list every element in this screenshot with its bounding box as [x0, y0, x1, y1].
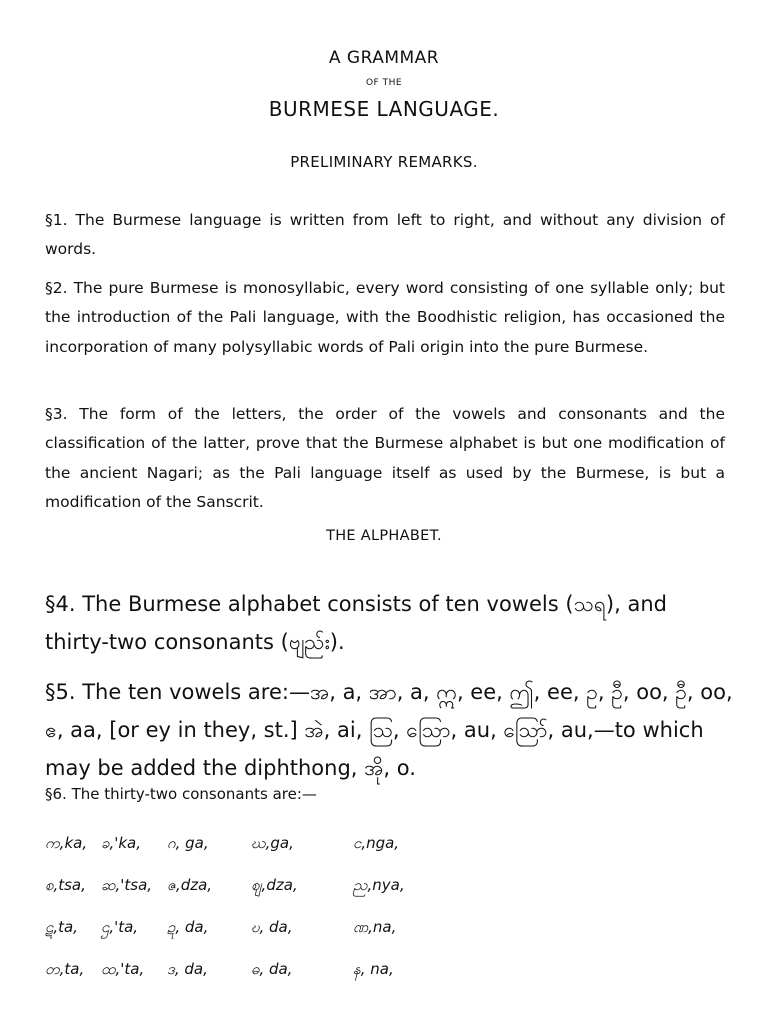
- title-line-2: OF THE: [365, 78, 403, 88]
- consonant-cell: ဋ,ta,: [45, 918, 78, 936]
- paragraph-6: §6. The thirty-two consonants are:—: [45, 785, 317, 803]
- consonant-cell: ထ,'ta,: [101, 960, 145, 978]
- consonant-cell: ဎ, da,: [251, 918, 293, 936]
- consonant-cell: ဆ,'tsa,: [101, 876, 153, 894]
- table-row: [45, 824, 443, 866]
- alphabet-heading: THE ALPHABET.: [326, 528, 442, 544]
- consonant-cell: ဓ, da,: [251, 960, 293, 978]
- consonant-cell: ဍ, da,: [167, 918, 209, 936]
- consonant-cell: ခ,'ka,: [101, 834, 141, 852]
- title-line-1: A GRAMMAR: [328, 48, 440, 68]
- consonant-cell: က,ka,: [45, 834, 88, 852]
- preliminary-heading: PRELIMINARY REMARKS.: [290, 153, 478, 171]
- consonant-cell: တ,ta,: [45, 960, 85, 978]
- paragraph-5: §5. The ten vowels are:—အ, a, အာ, a, ဣ, ee, ဤ, ee, ဥ, ဦ, oo, ဦ, oo, ဧ, aa, [or ey in they, st.] အဲ, ai, ဩ, ဩော, au, ဪ, au,—to which may be added the diphthong, အို, o.: [45, 680, 733, 780]
- paragraph-4: §4. The Burmese alphabet consists of ten vowels (သရ), and thirty-two consonants (ဗျည်း).: [45, 592, 667, 654]
- consonant-cell: ဏ,na,: [353, 918, 397, 936]
- table-row: [45, 908, 443, 950]
- paragraph-2: §2. The pure Burmese is monosyllabic, every word consisting of one syllable only; but the introduction of the Pali language, with the Boodhistic religion, has occasioned the incorporation of many polysyllabic words of Pali origin into the pure Burmese.: [45, 278, 725, 356]
- consonant-cell: ည,nya,: [353, 876, 405, 894]
- consonant-cell: င,nga,: [353, 834, 400, 852]
- title-line-3: BURMESE LANGUAGE.: [268, 97, 500, 121]
- consonant-cell: ဒ, da,: [167, 960, 208, 978]
- consonant-cell: ဌ,'ta,: [101, 918, 139, 936]
- consonant-cell: ဃ,ga,: [251, 834, 294, 852]
- consonant-table: [45, 824, 443, 992]
- table-row: [45, 866, 443, 908]
- consonant-cell: ဂ, ga,: [167, 834, 209, 852]
- table-row: [45, 950, 443, 992]
- paragraph-1: §1. The Burmese language is written from left to right, and without any division of words.: [45, 210, 725, 258]
- consonant-cell: စ,tsa,: [45, 876, 86, 894]
- paragraph-3: §3. The form of the letters, the order of the vowels and consonants and the classification of the latter, prove that the Burmese alphabet is but one modification of the ancient Nagari; as the Pali language itself as used by the Burmese, is but a modification of the Sanscrit.: [45, 404, 725, 511]
- consonant-cell: ဈ,dza,: [251, 876, 298, 894]
- consonant-cell: န, na,: [353, 960, 394, 978]
- consonant-cell: ဇ,dza,: [167, 876, 213, 894]
